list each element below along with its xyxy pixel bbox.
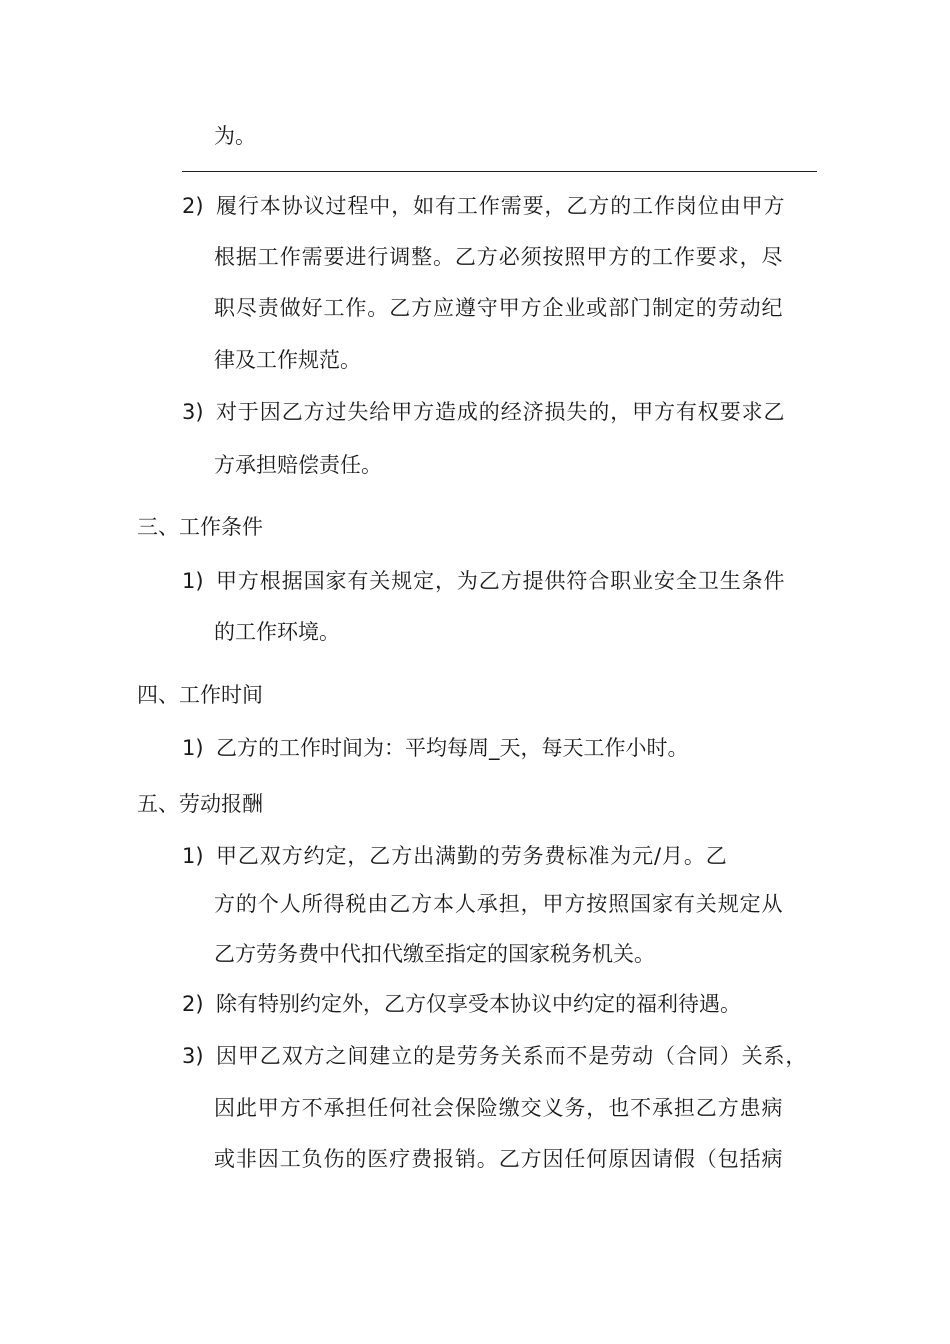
text-line-6: 对于因乙方过失给甲方造成的经济损失的，甲方有权要求乙 <box>216 400 786 424</box>
text-line-9: 甲方根据国家有关规定，为乙方提供符合职业安全卫生条件 <box>216 569 786 593</box>
horizontal-divider <box>182 171 817 172</box>
text-line-18: 因甲乙双方之间建立的是劳务关系而不是劳动（合同）关系， <box>216 1044 808 1068</box>
list-number: 3) <box>182 1044 204 1068</box>
text-line-10: 的工作环境。 <box>214 620 340 644</box>
list-number: 3) <box>182 400 204 424</box>
list-number: 2) <box>182 194 204 218</box>
text-line-12: 乙方的工作时间为：平均每周_天，每天工作小时。 <box>216 736 689 760</box>
text-line-7: 方承担赔偿责任。 <box>214 453 382 477</box>
list-number: 1) <box>182 569 204 593</box>
text-line-5: 律及工作规范。 <box>214 348 361 372</box>
text-line-15: 方的个人所得税由乙方本人承担，甲方按照国家有关规定从 <box>214 892 784 916</box>
list-number: 1) <box>182 736 204 760</box>
section-heading-4: 四、工作时间 <box>137 683 263 707</box>
text-line-3: 根据工作需要进行调整。乙方必须按照甲方的工作要求，尽 <box>214 245 784 269</box>
text-line-16: 乙方劳务费中代扣代缴至指定的国家税务机关。 <box>214 942 655 966</box>
section-heading-5: 五、劳动报酬 <box>137 792 263 816</box>
text-line-17: 除有特别约定外，乙方仅享受本协议中约定的福利待遇。 <box>216 992 741 1016</box>
list-number: 1) <box>182 844 204 868</box>
section-heading-3: 三、工作条件 <box>137 515 263 539</box>
list-number: 2) <box>182 992 204 1016</box>
text-line-20: 或非因工负伤的医疗费报销。乙方因任何原因请假（包括病 <box>214 1147 784 1171</box>
text-line-19: 因此甲方不承担任何社会保险缴交义务，也不承担乙方患病 <box>214 1096 784 1120</box>
text-line-2: 履行本协议过程中，如有工作需要，乙方的工作岗位由甲方 <box>216 194 786 218</box>
text-line-1: 为。 <box>214 124 256 148</box>
text-line-14: 甲乙双方约定，乙方出满勤的劳务费标准为元/月。乙 <box>216 844 728 868</box>
text-line-4: 职尽责做好工作。乙方应遵守甲方企业或部门制定的劳动纪 <box>214 296 784 320</box>
